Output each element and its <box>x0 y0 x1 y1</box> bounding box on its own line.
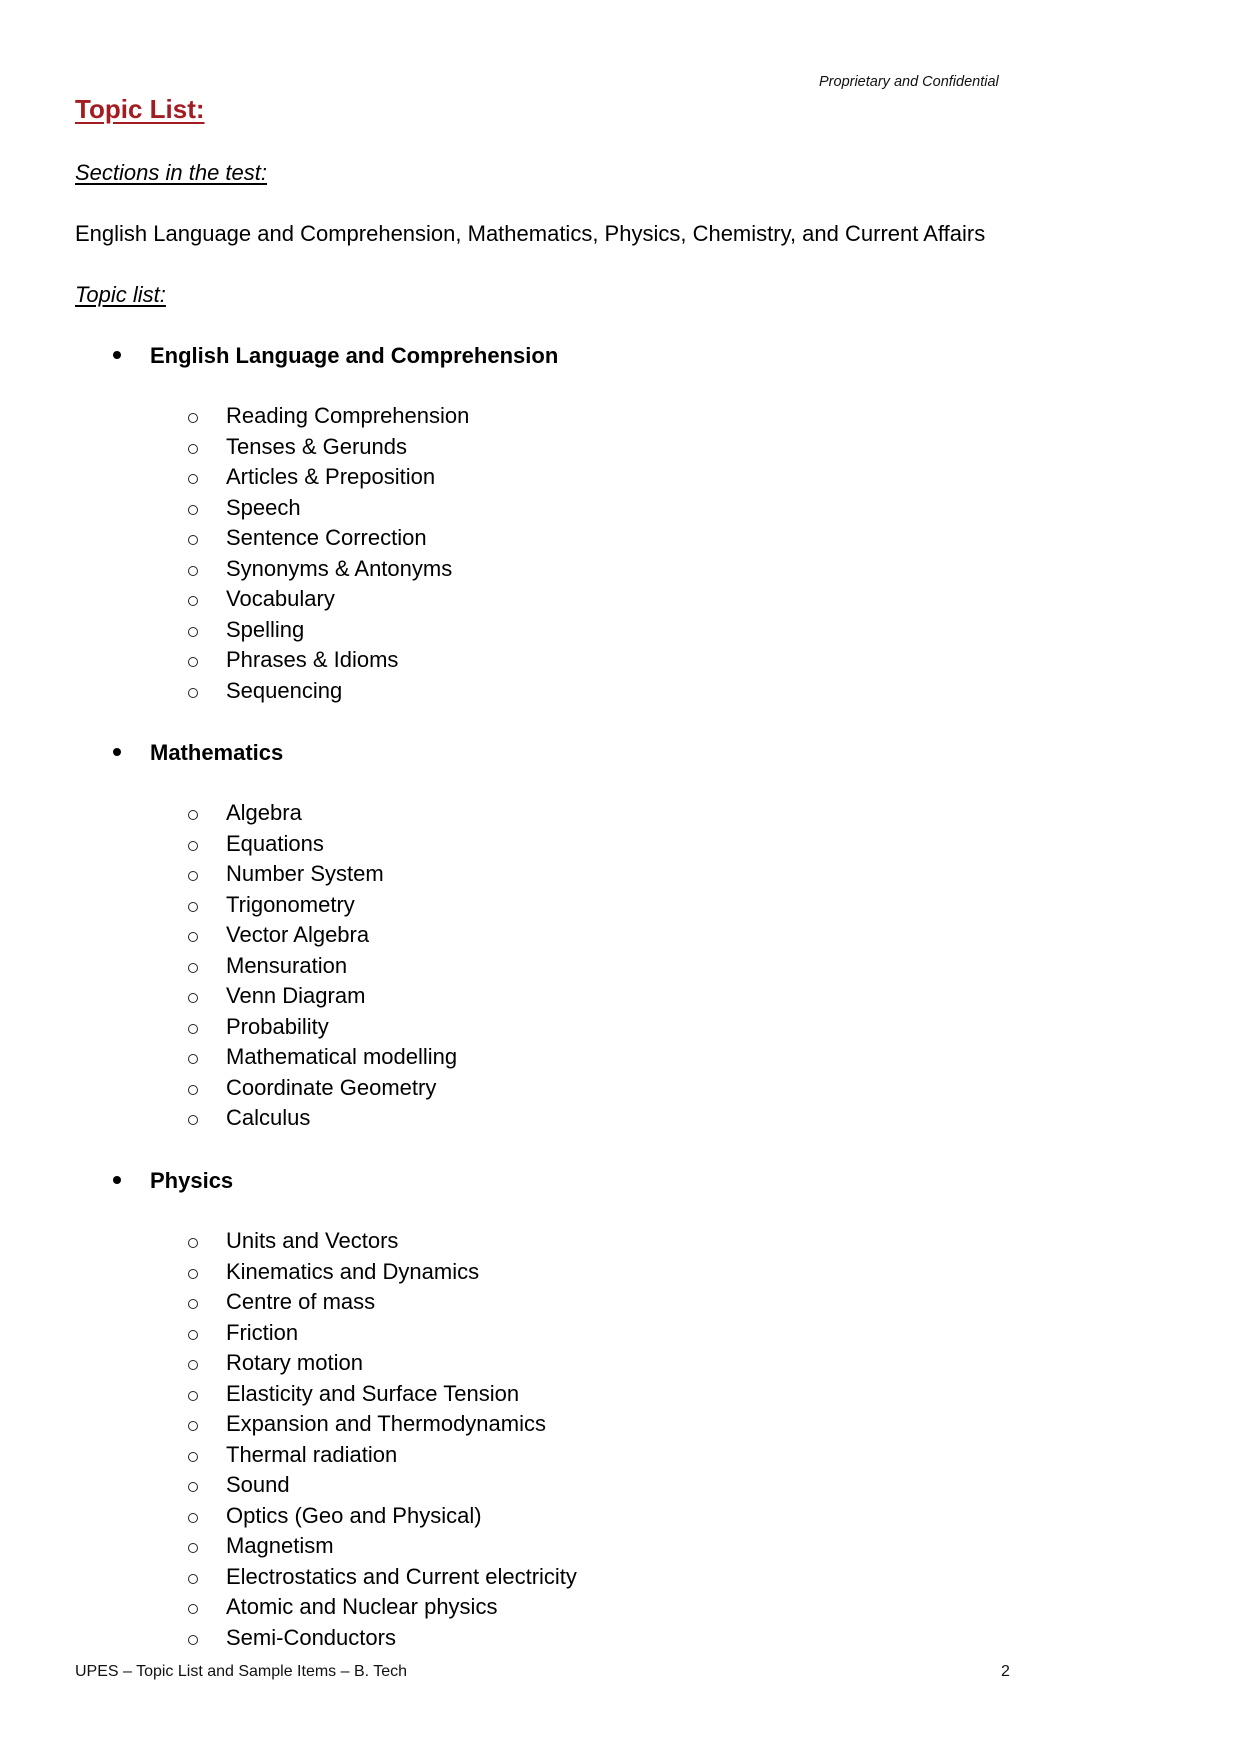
list-item <box>188 831 324 857</box>
circle-bullet-icon <box>188 505 198 515</box>
circle-bullet-icon <box>188 932 198 942</box>
list-item <box>188 1503 482 1529</box>
topic-heading <box>110 343 558 369</box>
list-item <box>188 556 452 582</box>
list-item <box>188 1014 329 1040</box>
circle-bullet-icon <box>188 871 198 881</box>
list-item <box>188 1594 497 1620</box>
list-item <box>188 892 355 918</box>
list-item <box>188 953 347 979</box>
list-item <box>188 1411 546 1437</box>
list-item <box>188 647 398 673</box>
list-item-label: Speech <box>226 494 301 520</box>
circle-bullet-icon <box>188 1391 198 1401</box>
list-item-label: Trigonometry <box>226 891 355 917</box>
list-item <box>188 1625 396 1651</box>
list-item <box>188 525 427 551</box>
circle-bullet-icon <box>188 1269 198 1279</box>
list-item <box>188 678 342 704</box>
circle-bullet-icon <box>188 596 198 606</box>
list-item-label: Phrases & Idioms <box>226 647 399 672</box>
list-item <box>188 1228 398 1254</box>
list-item <box>188 464 435 490</box>
circle-bullet-icon <box>188 1299 198 1309</box>
bullet-icon <box>113 351 121 359</box>
list-item <box>188 1259 479 1285</box>
circle-bullet-icon <box>188 413 198 423</box>
topic-heading <box>110 1168 233 1194</box>
sections-line: English Language and Comprehension, Mathematics, Physics, Chemistry, and Current Affairs <box>75 221 986 246</box>
list-item-label: Synonyms & Antonyms <box>226 555 453 581</box>
circle-bullet-icon <box>188 1360 198 1370</box>
list-item-label: Semi-Conductors <box>226 1624 396 1650</box>
list-item-label: Sequencing <box>226 677 343 703</box>
list-item-label: Optics (Geo and Physical) <box>226 1502 482 1528</box>
list-item <box>188 1381 519 1407</box>
list-item-label: Mensuration <box>226 952 348 978</box>
list-item <box>188 1105 310 1131</box>
list-item-label: Equations <box>226 830 324 856</box>
list-item <box>188 922 369 948</box>
list-item-label: Vector Algebra <box>226 922 370 947</box>
list-item-label: Atomic and Nuclear physics <box>226 1594 498 1619</box>
list-item <box>188 586 335 612</box>
list-item-label: Magnetism <box>226 1533 334 1558</box>
circle-bullet-icon <box>188 474 198 484</box>
list-item <box>188 800 302 826</box>
list-item-label: Coordinate Geometry <box>226 1074 437 1100</box>
list-item-label: Centre of mass <box>226 1289 376 1314</box>
circle-bullet-icon <box>188 657 198 667</box>
list-item <box>188 403 469 429</box>
list-item-label: Probability <box>226 1013 329 1039</box>
topic-list-label: Topic list: <box>75 282 166 307</box>
list-item-label: Articles & Preposition <box>226 464 436 489</box>
circle-bullet-icon <box>188 1604 198 1614</box>
circle-bullet-icon <box>188 810 198 820</box>
list-item <box>188 861 384 887</box>
list-item-label: Vocabulary <box>226 586 335 611</box>
circle-bullet-icon <box>188 1238 198 1248</box>
topic-heading-label: Mathematics <box>150 740 284 765</box>
list-item <box>188 1442 397 1468</box>
confidential-note: Proprietary and Confidential <box>819 74 999 90</box>
list-item <box>188 617 304 643</box>
circle-bullet-icon <box>188 902 198 912</box>
sections-label: Sections in the test: <box>75 160 267 185</box>
list-item-label: Thermal radiation <box>226 1441 398 1467</box>
circle-bullet-icon <box>188 1513 198 1523</box>
list-item-label: Spelling <box>226 616 305 642</box>
list-item <box>188 1044 457 1070</box>
list-item <box>188 1320 298 1346</box>
list-item <box>188 1350 363 1376</box>
circle-bullet-icon <box>188 1115 198 1125</box>
circle-bullet-icon <box>188 1574 198 1584</box>
list-item <box>188 1564 577 1590</box>
footer-text: UPES – Topic List and Sample Items – B. Tech <box>75 1663 408 1680</box>
topic-heading-label: Physics <box>150 1168 234 1193</box>
circle-bullet-icon <box>188 1635 198 1645</box>
circle-bullet-icon <box>188 1024 198 1034</box>
circle-bullet-icon <box>188 1421 198 1431</box>
page-number: 2 <box>1001 1663 1010 1680</box>
list-item-label: Elasticity and Surface Tension <box>226 1380 520 1406</box>
list-item-label: Venn Diagram <box>226 983 366 1008</box>
list-item-label: Electrostatics and Current electricity <box>226 1563 577 1589</box>
topic-heading <box>110 740 283 766</box>
list-item-label: Number System <box>226 861 384 886</box>
list-item <box>188 983 365 1009</box>
circle-bullet-icon <box>188 1482 198 1492</box>
list-item-label: Sound <box>226 1472 290 1497</box>
circle-bullet-icon <box>188 1452 198 1462</box>
bullet-icon <box>113 748 121 756</box>
list-item <box>188 495 301 521</box>
list-item-label: Sentence Correction <box>226 525 427 550</box>
circle-bullet-icon <box>188 627 198 637</box>
bullet-icon <box>113 1176 121 1184</box>
list-item-label: Mathematical modelling <box>226 1044 458 1069</box>
circle-bullet-icon <box>188 963 198 973</box>
circle-bullet-icon <box>188 1054 198 1064</box>
circle-bullet-icon <box>188 444 198 454</box>
circle-bullet-icon <box>188 688 198 698</box>
list-item-label: Expansion and Thermodynamics <box>226 1411 546 1436</box>
list-item <box>188 1289 375 1315</box>
list-item-label: Algebra <box>226 800 302 825</box>
list-item-label: Friction <box>226 1319 299 1345</box>
list-item <box>188 434 407 460</box>
list-item <box>188 1533 334 1559</box>
circle-bullet-icon <box>188 535 198 545</box>
list-item-label: Tenses & Gerunds <box>226 433 407 459</box>
topic-heading-label: English Language and Comprehension <box>150 343 559 368</box>
list-item-label: Rotary motion <box>226 1350 363 1375</box>
circle-bullet-icon <box>188 841 198 851</box>
list-item <box>188 1472 290 1498</box>
list-item-label: Calculus <box>226 1105 311 1130</box>
list-item-label: Reading Comprehension <box>226 403 470 428</box>
list-item-label: Kinematics and Dynamics <box>226 1258 480 1284</box>
circle-bullet-icon <box>188 566 198 576</box>
circle-bullet-icon <box>188 1543 198 1553</box>
circle-bullet-icon <box>188 993 198 1003</box>
page-title: Topic List: <box>75 94 205 124</box>
circle-bullet-icon <box>188 1330 198 1340</box>
list-item-label: Units and Vectors <box>226 1228 399 1253</box>
circle-bullet-icon <box>188 1085 198 1095</box>
list-item <box>188 1075 436 1101</box>
